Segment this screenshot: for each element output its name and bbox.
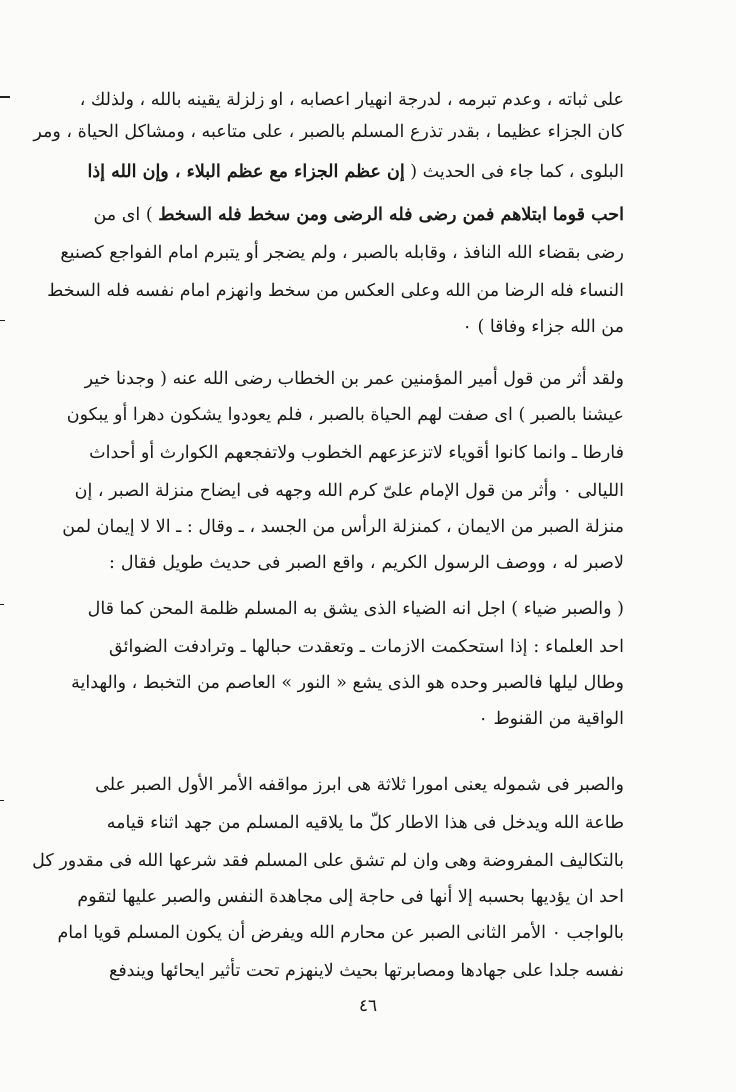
paragraph-4-line-5: بالواجب ٠ الأمر الثانى الصبر عن محارم الله ويفرض أن يكون المسلم قويا امام [57,923,624,943]
paragraph-4-line-6: نفسه جلدا على جهادها ومصابرتها بحيث لاينهزم تحت تأثير ايحائها ويندفع [109,961,624,981]
paragraph-2-line-4: الليالى ٠ وأثر من قول الإمام علىّ كرم الله وجهه فى ايضاح منزلة الصبر ، إن [74,481,624,501]
paragraph-2-line-5: منزلة الصبر من الايمان ، كمنزلة الرأس من الجسد ، ـ وقال : ـ الا لا إيمان لمن [62,517,624,537]
hadith-quote-part-2: احب قوما ابتلاهم فمن رضى فله الرضى ومن سخط فله السخط [158,205,624,225]
paragraph-2-line-3: فارطا ـ وانما كانوا أقوياء لاتزعزعهم الخطوب ولاتفجعهم الكوارث أو أحداث [89,443,624,463]
paragraph-1-line-3 [87,157,624,187]
paragraph-2-line-6: لاصبر له ، ووصف الرسول الكريم ، واقع الصبر فى حديث طويل فقال : [109,553,624,573]
paragraph-2-line-1: ولقد أثر من قول أمير المؤمنين عمر بن الخطاب رضى الله عنه ( وجدنا خير [84,369,624,389]
paragraph-1-line-4 [93,200,624,230]
paragraph-4-line-1: والصبر فى شموله يعنى امورا ثلاثة هى ابرز مواقفه الأمر الأول الصبر على [95,775,624,795]
paragraph-1-line-5: رضى بقضاء الله النافذ ، وقابله بالصبر ، ولم يضجر أو يتبرم امام الفواجع كصنيع [60,243,624,263]
paragraph-4-line-4: احد ان يؤديها بحسبه إلا أنها فى حاجة إلى مجاهدة النفس والصبر عليها لتقوم [77,887,624,907]
paragraph-3-line-3: وطال ليلها فالصبر وحده هو الذى يشع « النور » العاصم من التخبط ، والهداية [71,673,624,693]
page-number: ٤٦ [358,996,378,1016]
hadith-intro: البلوى ، كما جاء فى الحديث ( [404,162,624,182]
paragraph-3-line-4: الواقية من القنوط ٠ [478,709,624,729]
paragraph-1-line-7: من الله جزاء وفاقا ) ٠ [462,317,624,337]
paragraph-2-line-2: عيشنا بالصبر ) اى صفت لهم الحياة بالصبر ، فلم يعودوا يشكون دهرا أو يبكون [66,405,624,425]
paragraph-4-line-3: بالتكاليف المفروضة وهى وان لم تشق على المسلم فقد شرعها الله فى مقدور كل [32,851,624,871]
paragraph-1-line-6: النساء فله الرضا من الله وعلى العكس من سخط وانهزم امام نفسه فله السخط [47,281,624,301]
paragraph-1-line-2: كان الجزاء عظيما ، بقدر تذرع المسلم بالصبر ، على متاعبه ، ومشاكل الحياة ، ومر [33,122,624,142]
margin-mark [0,800,4,801]
margin-mark [0,604,4,605]
paragraph-3-line-1: ( والصبر ضياء ) اجل انه الضياء الذى يشق به المسلم ظلمة المحن كما قال [87,599,624,619]
paragraph-4-line-2: طاعة الله ويدخل فى هذا الاطار كلّ ما يلاقيه المسلم من جهد اثناء قيامه [106,813,624,833]
margin-mark [0,320,5,321]
paragraph-1-line-1: على ثباته ، وعدم تبرمه ، لدرجة انهيار اعصابه ، او زلزلة يقينه بالله ، ولذلك ، [79,90,624,110]
hadith-quote-part-1: إن عظم الجزاء مع عظم البلاء ، وإن الله إذا [87,162,405,182]
hadith-outro: ) اى من [93,205,159,225]
margin-mark [0,96,10,98]
paragraph-3-line-2: احد العلماء : إذا استحكمت الازمات ـ وتعقدت حبالها ـ وترادفت الضوائق [109,637,624,657]
